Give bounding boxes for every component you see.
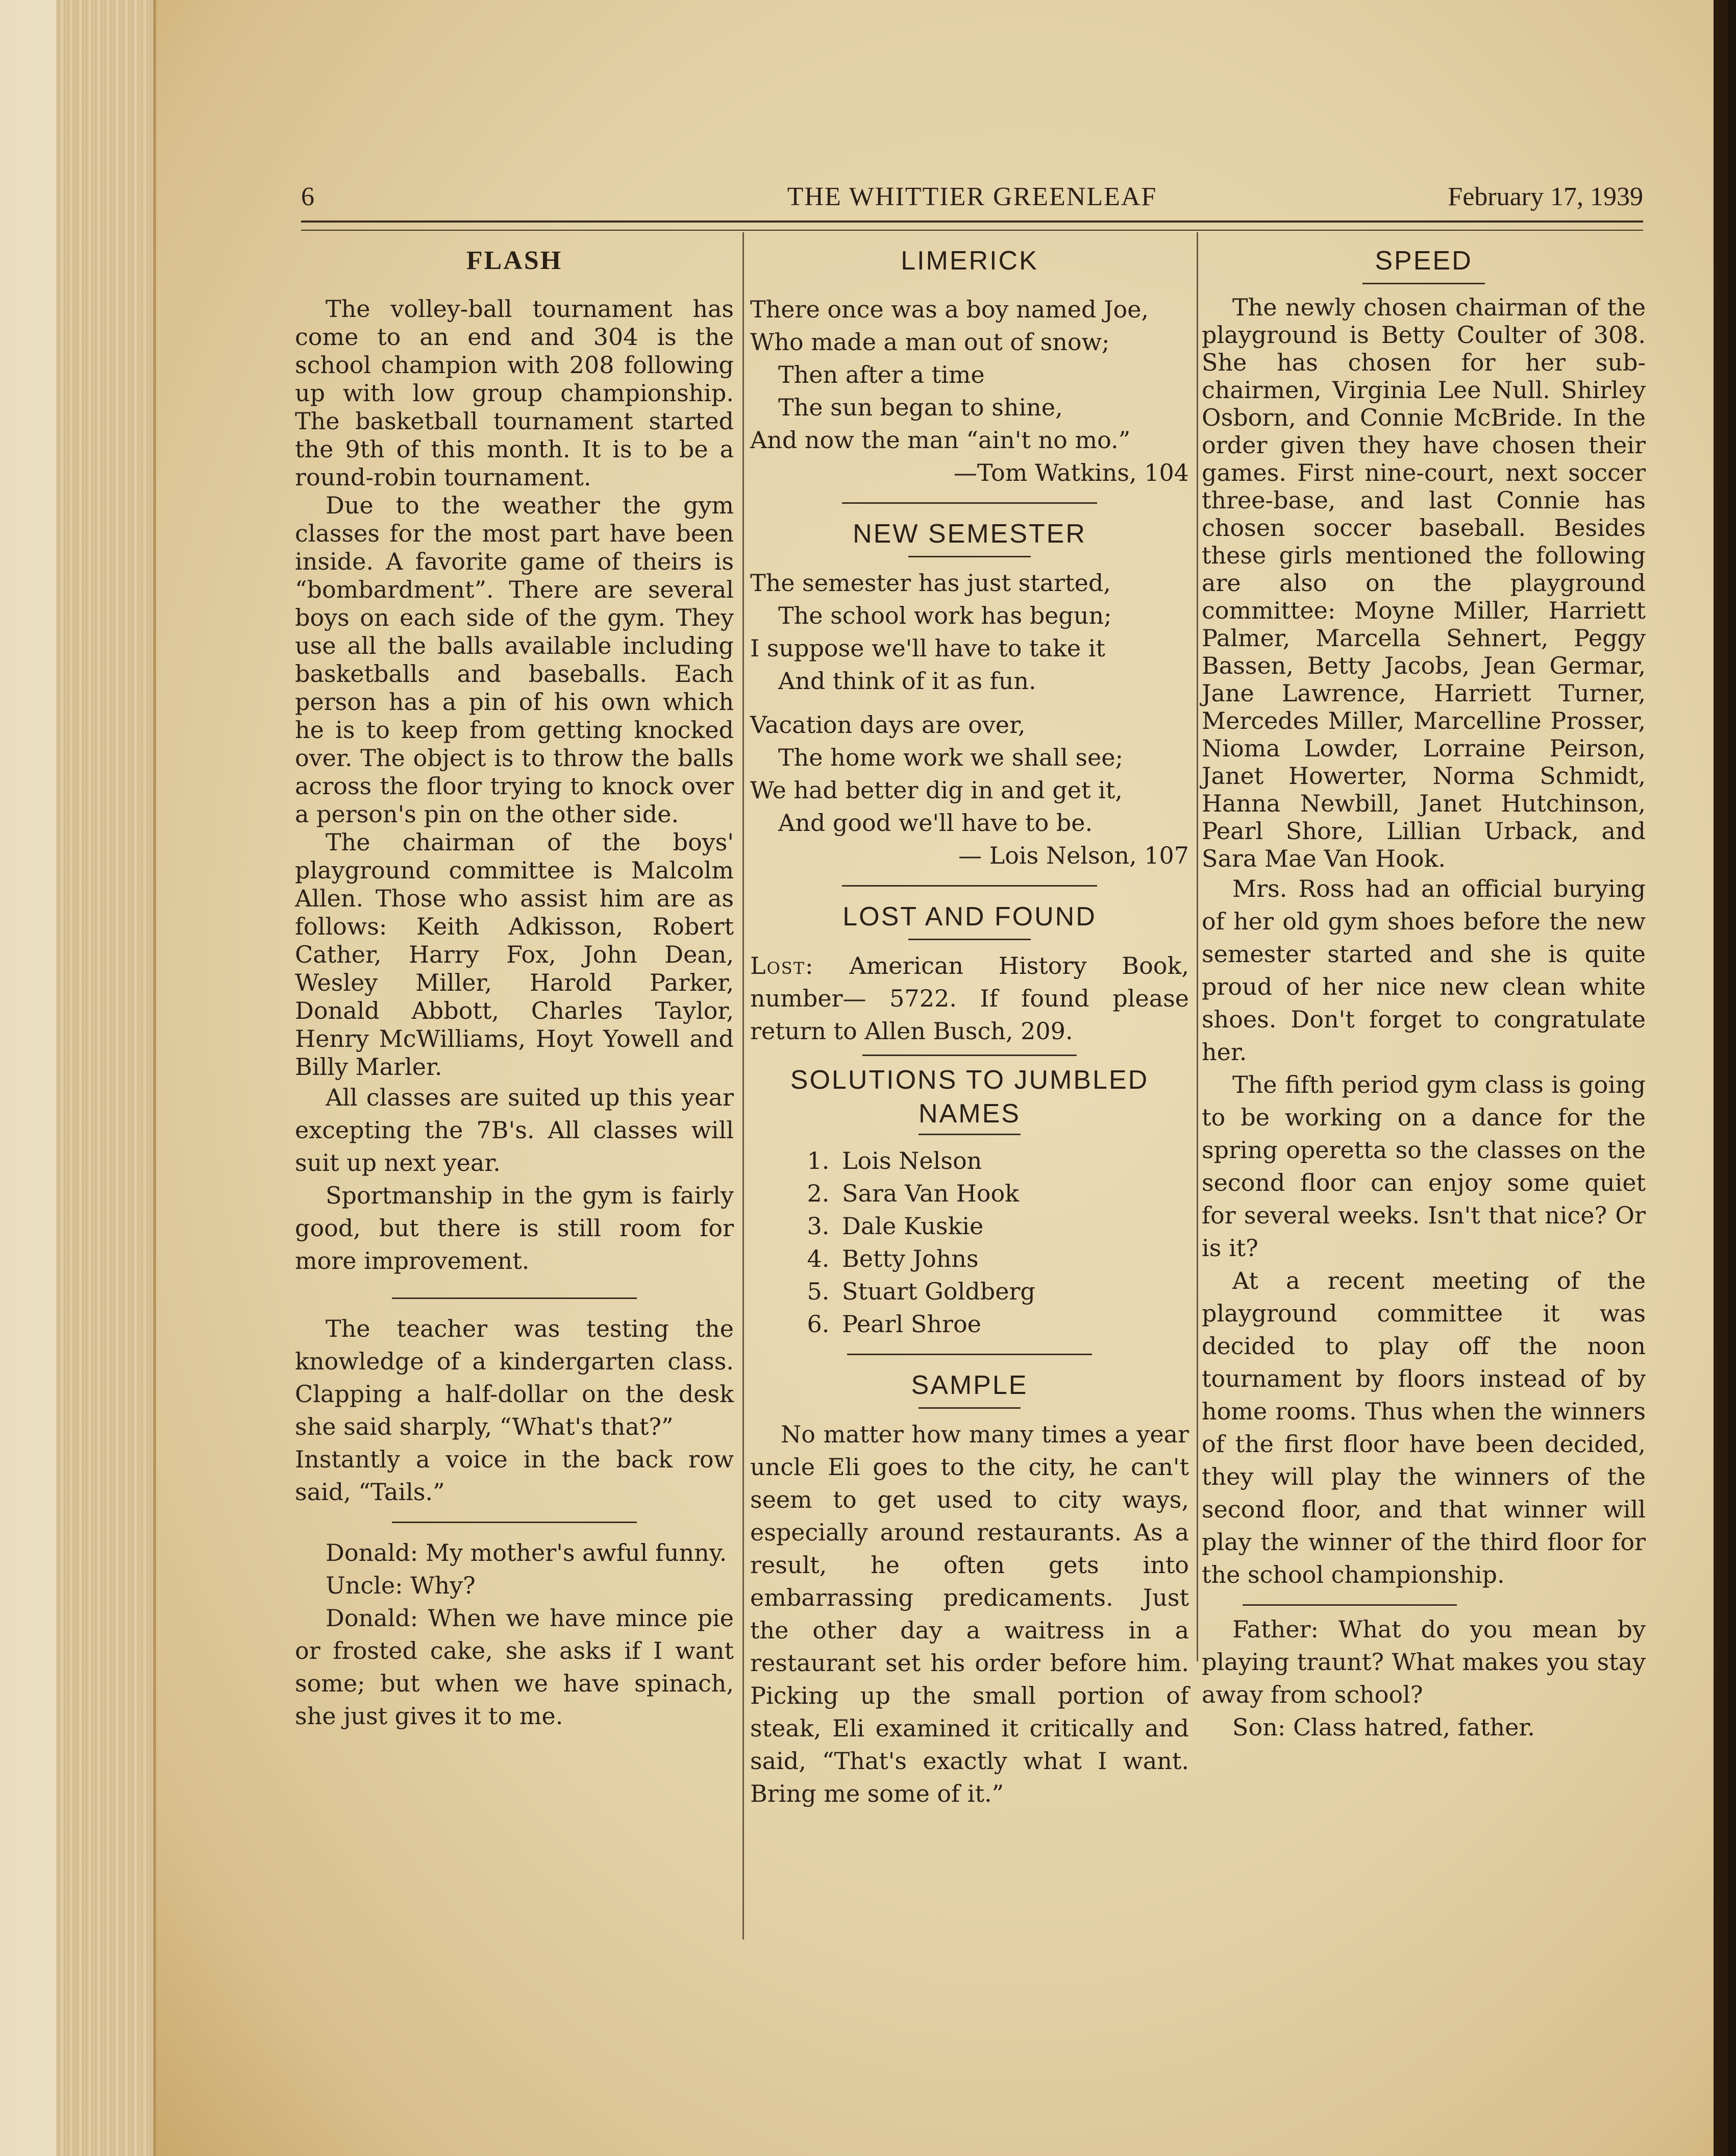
section-separator: [842, 885, 1097, 887]
heading-underline: [908, 556, 1031, 557]
limerick-poem: [750, 293, 1189, 489]
verse-line: The home work we shall see;: [778, 744, 1123, 771]
joke-donald-line: Donald: My mother's awful funny.: [326, 1539, 727, 1566]
list-item: 4. Betty Johns: [837, 1242, 1189, 1275]
sample-heading: SAMPLE: [911, 1370, 1028, 1400]
list-item: 3. Dale Kuskie: [837, 1210, 1189, 1242]
joke-teacher-punchline: Instantly a voice in the back row said, “Tails.”: [295, 1446, 734, 1506]
speed-heading: SPEED: [1375, 246, 1473, 276]
column-divider-1: [742, 232, 744, 1940]
column-3: [1202, 240, 1646, 1744]
joke-teacher-text: The teacher was testing the knowledge of a kindergarten class. Clapping a half-dollar on the desk she said sharply, “What's that?”: [295, 1315, 734, 1440]
speed-paragraph: Mrs. Ross had an official burying of her old gym shoes before the new semester started and she is quite proud of her nice new clean white shoes. Don't forget to congratulate her.: [1202, 875, 1646, 1066]
limerick-heading: LIMERICK: [901, 246, 1038, 276]
verse-line: Vacation days are over,: [750, 711, 1026, 739]
heading-underline: [919, 1134, 1021, 1135]
column-2: [750, 240, 1189, 1810]
list-item: 5. Stuart Goldberg: [837, 1275, 1189, 1308]
speed-paragraph: At a recent meeting of the playground committee it was decided to play off the noon tournament by floors instead of by home rooms. Thus when the winners of the first floor have been decided, they will play the winners of the second floor, and that winner will play the winner of the third floor for the school championship.: [1202, 1267, 1646, 1588]
page-number: 6: [301, 182, 314, 211]
solutions-list: [750, 1144, 1189, 1340]
column-1: [295, 240, 734, 1732]
heading-underline: [908, 939, 1031, 940]
verse-line: And think of it as fun.: [778, 667, 1036, 695]
verse-line: Then after a time: [778, 361, 985, 388]
joke-son-line: Son: Class hatred, father.: [1232, 1713, 1535, 1741]
heading-underline: [1362, 283, 1485, 284]
solutions-heading-line: SOLUTIONS TO JUMBLED: [790, 1065, 1149, 1095]
semester-signature: — Lois Nelson, 107: [958, 842, 1189, 869]
section-separator: [392, 1522, 637, 1523]
section-separator: [392, 1297, 637, 1299]
lost-notice: [750, 949, 1189, 1047]
list-item: 1. Lois Nelson: [837, 1144, 1189, 1177]
solutions-heading-line: NAMES: [919, 1099, 1021, 1129]
joke-donald-line: Uncle: Why?: [326, 1572, 476, 1599]
column-divider-2: [1197, 232, 1198, 1661]
joke-father-line: Father: What do you mean by playing traunt? What makes you stay away from school?: [1202, 1615, 1646, 1708]
section-separator: [862, 1055, 1077, 1056]
verse-line: There once was a boy named Joe,: [750, 296, 1149, 323]
heading-underline: [919, 1407, 1021, 1409]
speed-paragraph: The newly chosen chairman of the playground is Betty Coulter of 308. She has chosen for her sub-chairmen, Virginia Lee Null. Shirley Osborn, and Connie McBride. In the order given they have chosen their games. First nine-court, next soccer three-base, and last Connie has chosen soccer baseball. Besides these girls mentioned the following are also on the playground committee: Moyne Miller, Harriett Palmer, Marcella Sehnert, Peggy Bassen, Betty Jacobs, Jean Germar, Jane Lawrence, Harriett Turner, Mercedes Miller, Marcelline Prosser, Nioma Lowder, Lorraine Peirson, Janet Howerter, Norma Schmidt, Hanna Newbill, Janet Hutchinson, Pearl Shore, Lillian Urback, and Sara Mae Van Hook.: [1202, 293, 1646, 872]
list-item: 2. Sara Van Hook: [837, 1177, 1189, 1210]
verse-line: The school work has begun;: [778, 602, 1112, 629]
speed-paragraph: The fifth period gym class is going to be working on a dance for the spring operetta so the classes on the second floor can enjoy some quiet for several weeks. Isn't that nice? Or is it?: [1202, 1071, 1646, 1262]
header-rule: [301, 220, 1643, 231]
section-separator: [842, 502, 1097, 504]
flash-paragraph: Due to the weather the gym classes for the most part have been inside. A favorite game of theirs is “bombardment”. There are several boys on each side of the gym. They use all the balls available including basketballs and baseballs. Each person has a pin of his own which he is to keep from getting knocked over. The object is to throw the balls across the floor trying to knock over a person's pin on the other side.: [295, 492, 734, 828]
section-separator: [847, 1354, 1092, 1355]
lost-found-heading: LOST AND FOUND: [842, 902, 1097, 932]
flash-paragraph: All classes are suited up this year excepting the 7B's. All classes will suit up next year.: [295, 1084, 734, 1177]
verse-line: And now the man “ain't no mo.”: [750, 426, 1131, 454]
limerick-signature: —Tom Watkins, 104: [953, 459, 1189, 486]
lost-label: Lost:: [750, 952, 814, 979]
lost-text: American History Book, number— 5722. If found please return to Allen Busch, 209.: [750, 952, 1189, 1045]
flash-paragraph: The volley-ball tournament has come to an end and 304 is the school champion with 208 following up with low group championship. The basketball tournament started the 9th of this month. It is to be a round-robin tournament.: [295, 295, 734, 491]
issue-date: February 17, 1939: [1448, 182, 1643, 211]
newspaper-title: THE WHITTIER GREENLEAF: [787, 182, 1157, 211]
verse-line: I suppose we'll have to take it: [750, 634, 1105, 662]
flash-paragraph: The chairman of the boys' playground committee is Malcolm Allen. Those who assist him are as follows: Keith Adkisson, Robert Cather, Harry Fox, John Dean, Wesley Miller, Harold Parker, Donald Abbott, Charles Taylor, Henry McWilliams, Hoyt Yowell and Billy Marler.: [295, 828, 734, 1081]
page-shadow-edge: [1714, 0, 1728, 2156]
verse-line: Who made a man out of snow;: [750, 328, 1110, 356]
sample-text: No matter how many times a year uncle Eli goes to the city, he can't seem to get used to city ways, especially around restaurants. As a result, he often gets into embarrassing predicaments. Just the other day a waitress in a restaurant set his order before him. Picking up the small portion of steak, Eli examined it critically and said, “That's exactly what I want. Bring me some of it.”: [750, 1420, 1189, 1807]
section-separator: [1243, 1604, 1457, 1606]
flash-paragraph: Sportmanship in the gym is fairly good, but there is still room for more improvement.: [295, 1182, 734, 1275]
verse-line: And good we'll have to be.: [778, 809, 1093, 837]
verse-line: The sun began to shine,: [778, 394, 1063, 421]
joke-donald-line: Donald: When we have mince pie or frosted cake, she asks if I want some; but when we have spinach, she just gives it to me.: [295, 1604, 734, 1730]
verse-line: The semester has just started,: [750, 569, 1111, 597]
new-semester-poem: [750, 567, 1189, 872]
flash-heading: FLASH: [466, 246, 563, 275]
new-semester-heading: NEW SEMESTER: [853, 519, 1086, 549]
solutions-heading: [750, 1063, 1189, 1131]
page-header: [301, 179, 1643, 219]
list-item: 6. Pearl Shroe: [837, 1308, 1189, 1340]
verse-line: We had better dig in and get it,: [750, 776, 1123, 804]
